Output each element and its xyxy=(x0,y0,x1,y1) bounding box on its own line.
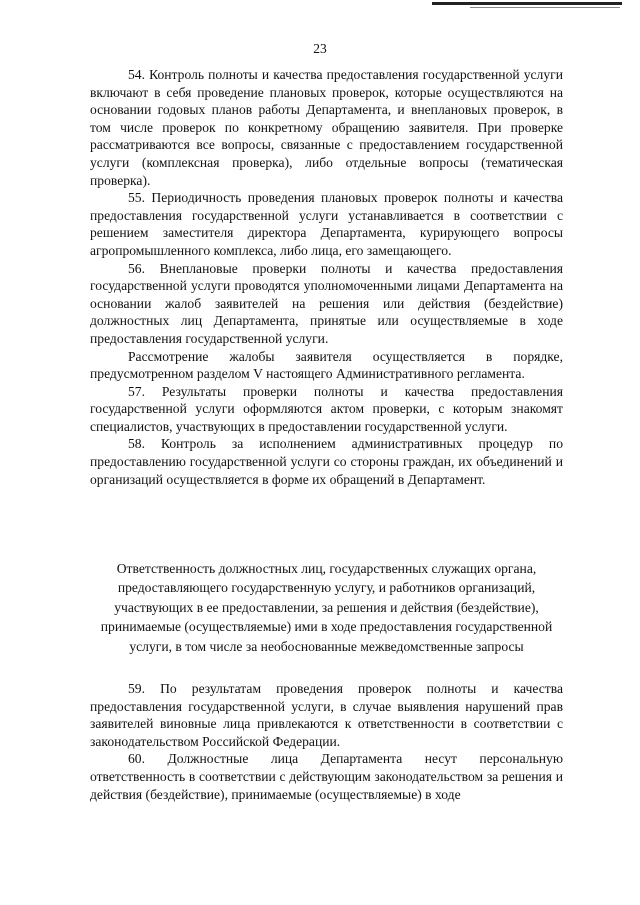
paragraph-59: 59. По результатам проведения проверок полноты и качества предоставления государственной услуги, в случае выявления нарушений прав заявителей виновные лица привлекаются к ответственности в соответствии с законодательством Российской Федерации. xyxy=(90,681,563,749)
paragraph-56-complaint: Рассмотрение жалобы заявителя осуществляется в порядке, предусмотренном разделом V настоящего Административного регламента. xyxy=(90,348,563,382)
paragraph-58: 58. Контроль за исполнением административных процедур по предоставлению государственной услуги со стороны граждан, их объединений и организаций осуществляется в форме их обращений в Департамент. xyxy=(90,436,563,487)
paragraph-57: 57. Результаты проверки полноты и качества предоставления государственной услуги оформляются актом проверки, с которым знакомят специалистов, участвующих в предоставлении государственной услуги. xyxy=(90,383,563,434)
section-heading: Ответственность должностных лиц, государственных служащих органа, предоставляющего государственную услугу, и работников организаций, участвующих в ее предоставлении, за решения и действия (бездействие), принимаемые (осуществляемые) ими в ходе предоставления государственной услуги, в том числе за необоснованные межведомственные запросы xyxy=(100,561,553,654)
scan-edge-line xyxy=(432,2,622,5)
scan-edge-line-thin xyxy=(470,7,620,8)
paragraph-60: 60. Должностные лица Департамента несут персональную ответственность в соответствии с действующим законодательством за решения и действия (бездействие), принимаемые (осуществляемые) в ходе xyxy=(90,751,563,802)
body-bottom xyxy=(90,680,563,803)
paragraph-54: 54. Контроль полноты и качества предоставления государственной услуги включают в себя проведение плановых проверок, которые осуществляются на основании годовых планов работы Департамента, и внеплановых проверок, в том числе проверок по конкретному обращению заявителя. При проверке рассматриваются все вопросы, связанные с предоставлением государственной услуги (комплексная проверка), либо отдельные вопросы (тематическая проверка). xyxy=(90,67,563,188)
paragraph-55: 55. Периодичность проведения плановых проверок полноты и качества предоставления государственной услуги устанавливается в соответствии с решением заместителя директора Департамента, курирующего вопросы агропромышленного комплекса, либо лица, его замещающего. xyxy=(90,190,563,258)
page-number: 23 xyxy=(313,41,327,56)
paragraph-56: 56. Внеплановые проверки полноты и качества предоставления государственной услуги проводятся уполномоченными лицами Департамента на основании жалоб заявителей на решения или действия (бездействие) должностных лиц Департамента, принятые или осуществляемые в ходе предоставления государственной услуги. xyxy=(90,260,563,346)
body-top xyxy=(90,66,563,488)
